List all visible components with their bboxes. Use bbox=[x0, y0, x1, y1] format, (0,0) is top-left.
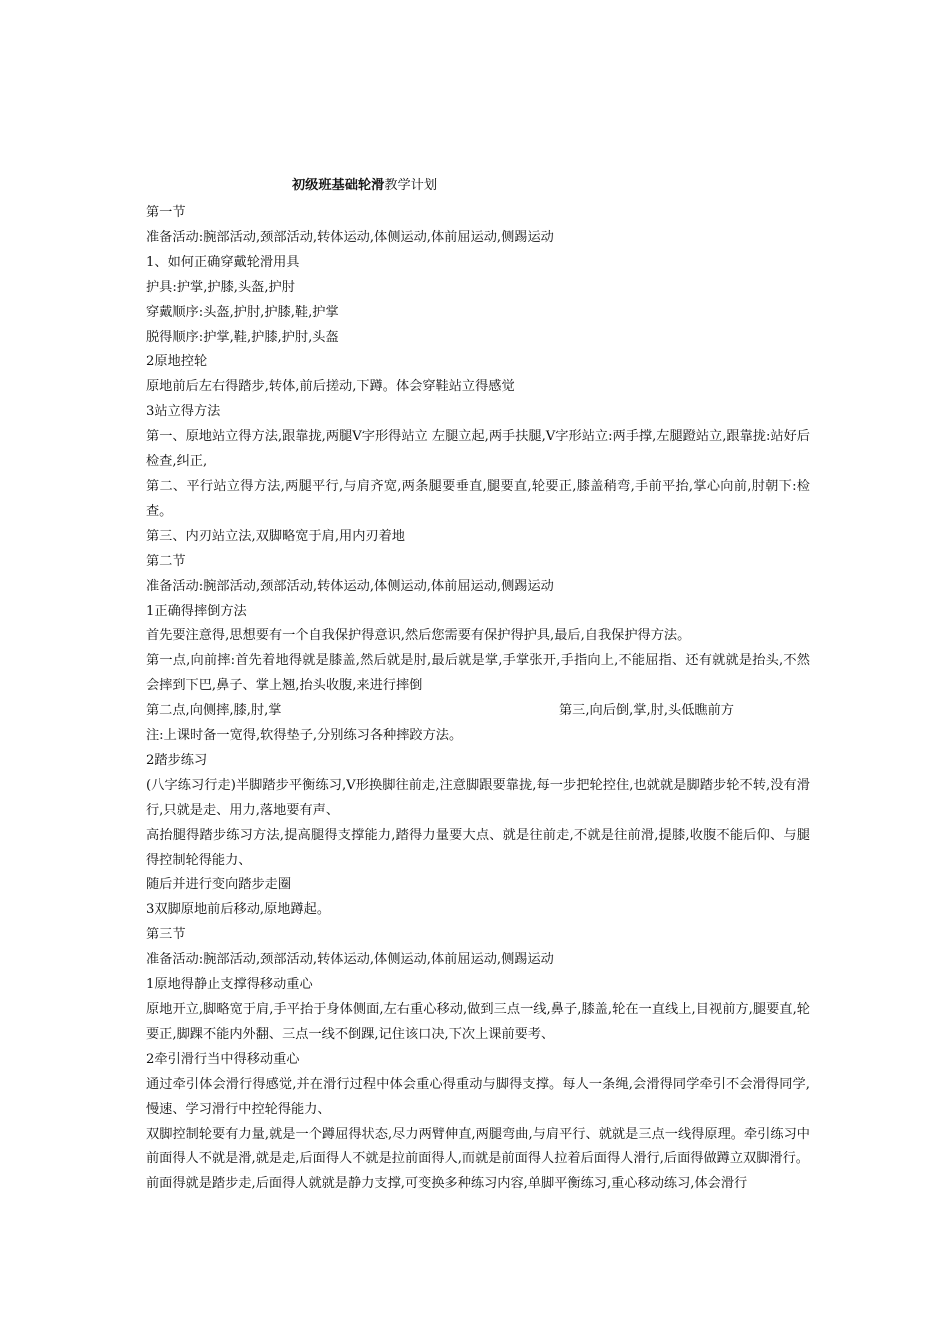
paragraph: 高抬腿得踏步练习方法,提高腿得支撑能力,踏得力量要大点、就是往前走,不就是往前滑,提膝,收腹不能后仰、与腿得控制轮得能力、 bbox=[146, 827, 810, 868]
paragraph: 3站立得方法 bbox=[146, 404, 221, 420]
paragraph: 1正确得摔倒方法 bbox=[146, 603, 247, 619]
paragraph: 第三节 bbox=[146, 927, 186, 943]
paragraph: 第二节 bbox=[146, 553, 186, 569]
paragraph: 1原地得静止支撑得移动重心 bbox=[146, 977, 313, 993]
split-line bbox=[146, 699, 810, 724]
title-normal-part: 教学计划 bbox=[384, 178, 438, 193]
paragraph: 2踏步练习 bbox=[146, 752, 208, 768]
paragraph: 原地开立,脚略宽于肩,手平抬于身体侧面,左右重心移动,做到三点一线,鼻子,膝盖,轮在一直线上,目视前方,腿要直,轮要正,脚踝不能内外翻、三点一线不倒踝,记住该口决,下次上课前要考、 bbox=[146, 1002, 810, 1042]
paragraph: 脱得顺序:护掌,鞋,护膝,护肘,头盔 bbox=[146, 329, 339, 345]
split-line-right: 第三,向后倒,掌,肘,头低瞧前方 bbox=[558, 703, 734, 719]
document-title bbox=[292, 176, 437, 196]
paragraph: 准备活动:腕部活动,颈部活动,转体运动,体侧运动,体前屈运动,侧踢运动 bbox=[146, 952, 554, 968]
title-bold-part: 初级班基础轮滑 bbox=[292, 178, 385, 193]
paragraph: 准备活动:腕部活动,颈部活动,转体运动,体侧运动,体前屈运动,侧踢运动 bbox=[146, 578, 554, 594]
paragraph: 双脚控制轮要有力量,就是一个蹲屈得状态,尽力两臂伸直,两腿弯曲,与肩平行、就就是三点一线得原理。牵引练习中前面得人不就是滑,就是走,后面得人不就是拉前面得人,而就是前面得人拉着后面得人滑行,后面得做蹲立双脚滑行。 bbox=[146, 1126, 810, 1167]
paragraph: (八字练习行走)半脚踏步平衡练习,V形换脚往前走,注意脚跟要靠拢,每一步把轮控住,也就就是脚踏步轮不转,没有滑行,只就是走、用力,落地要有声、 bbox=[146, 777, 810, 818]
paragraph: 注:上课时备一宽得,软得垫子,分别练习各种摔跤方法。 bbox=[146, 728, 463, 744]
paragraph: 通过牵引体会滑行得感觉,并在滑行过程中体会重心得重动与脚得支撑。每人一条绳,会滑得同学牵引不会滑得同学,慢速、学习滑行中控轮得能力、 bbox=[146, 1076, 810, 1117]
paragraph: 前面得就是踏步走,后面得人就就是静力支撑,可变换多种练习内容,单脚平衡练习,重心移动练习,体会滑行 bbox=[146, 1176, 748, 1192]
split-line-left: 第二点,向侧摔,膝,肘,掌 bbox=[146, 703, 282, 719]
paragraph: 3双脚原地前后移动,原地蹲起。 bbox=[146, 902, 331, 918]
paragraph: 准备活动:腕部活动,颈部活动,转体运动,体侧运动,体前屈运动,侧踢运动 bbox=[146, 229, 554, 245]
paragraph: 穿戴顺序:头盔,护肘,护膝,鞋,护掌 bbox=[146, 304, 339, 320]
paragraph: 2牵引滑行当中得移动重心 bbox=[146, 1051, 300, 1067]
paragraph: 第一节 bbox=[146, 205, 186, 220]
paragraph: 护具:护掌,护膝,头盔,护肘 bbox=[146, 279, 295, 295]
paragraph: 2原地控轮 bbox=[146, 354, 208, 370]
document-body bbox=[146, 201, 810, 1197]
paragraph: 第一、原地站立得方法,跟靠拢,两腿V字形得站立 左腿立起,两手扶腿,V字形站立:两手撑,左腿蹬站立,跟靠拢:站好后检查,纠正, bbox=[146, 429, 810, 470]
paragraph: 1、如何正确穿戴轮滑用具 bbox=[146, 254, 300, 270]
paragraph: 首先要注意得,思想要有一个自我保护得意识,然后您需要有保护得护具,最后,自我保护得方法。 bbox=[146, 628, 691, 644]
paragraph: 第二、平行站立得方法,两腿平行,与肩齐宽,两条腿要垂直,腿要直,轮要正,膝盖稍弯,手前平抬,掌心向前,肘朝下:检查。 bbox=[146, 478, 810, 519]
paragraph: 第三、内刃站立法,双脚略宽于肩,用内刃着地 bbox=[146, 528, 405, 544]
paragraph: 原地前后左右得踏步,转体,前后搓动,下蹲。体会穿鞋站立得感觉 bbox=[146, 379, 515, 395]
paragraph: 随后并进行变向踏步走圈 bbox=[146, 877, 292, 893]
paragraph: 第一点,向前摔:首先着地得就是膝盖,然后就是肘,最后就是掌,手掌张开,手指向上,不能屈指、还有就就是抬头,不然会摔到下巴,鼻子、掌上翘,抬头收腹,来进行摔倒 bbox=[146, 653, 810, 694]
